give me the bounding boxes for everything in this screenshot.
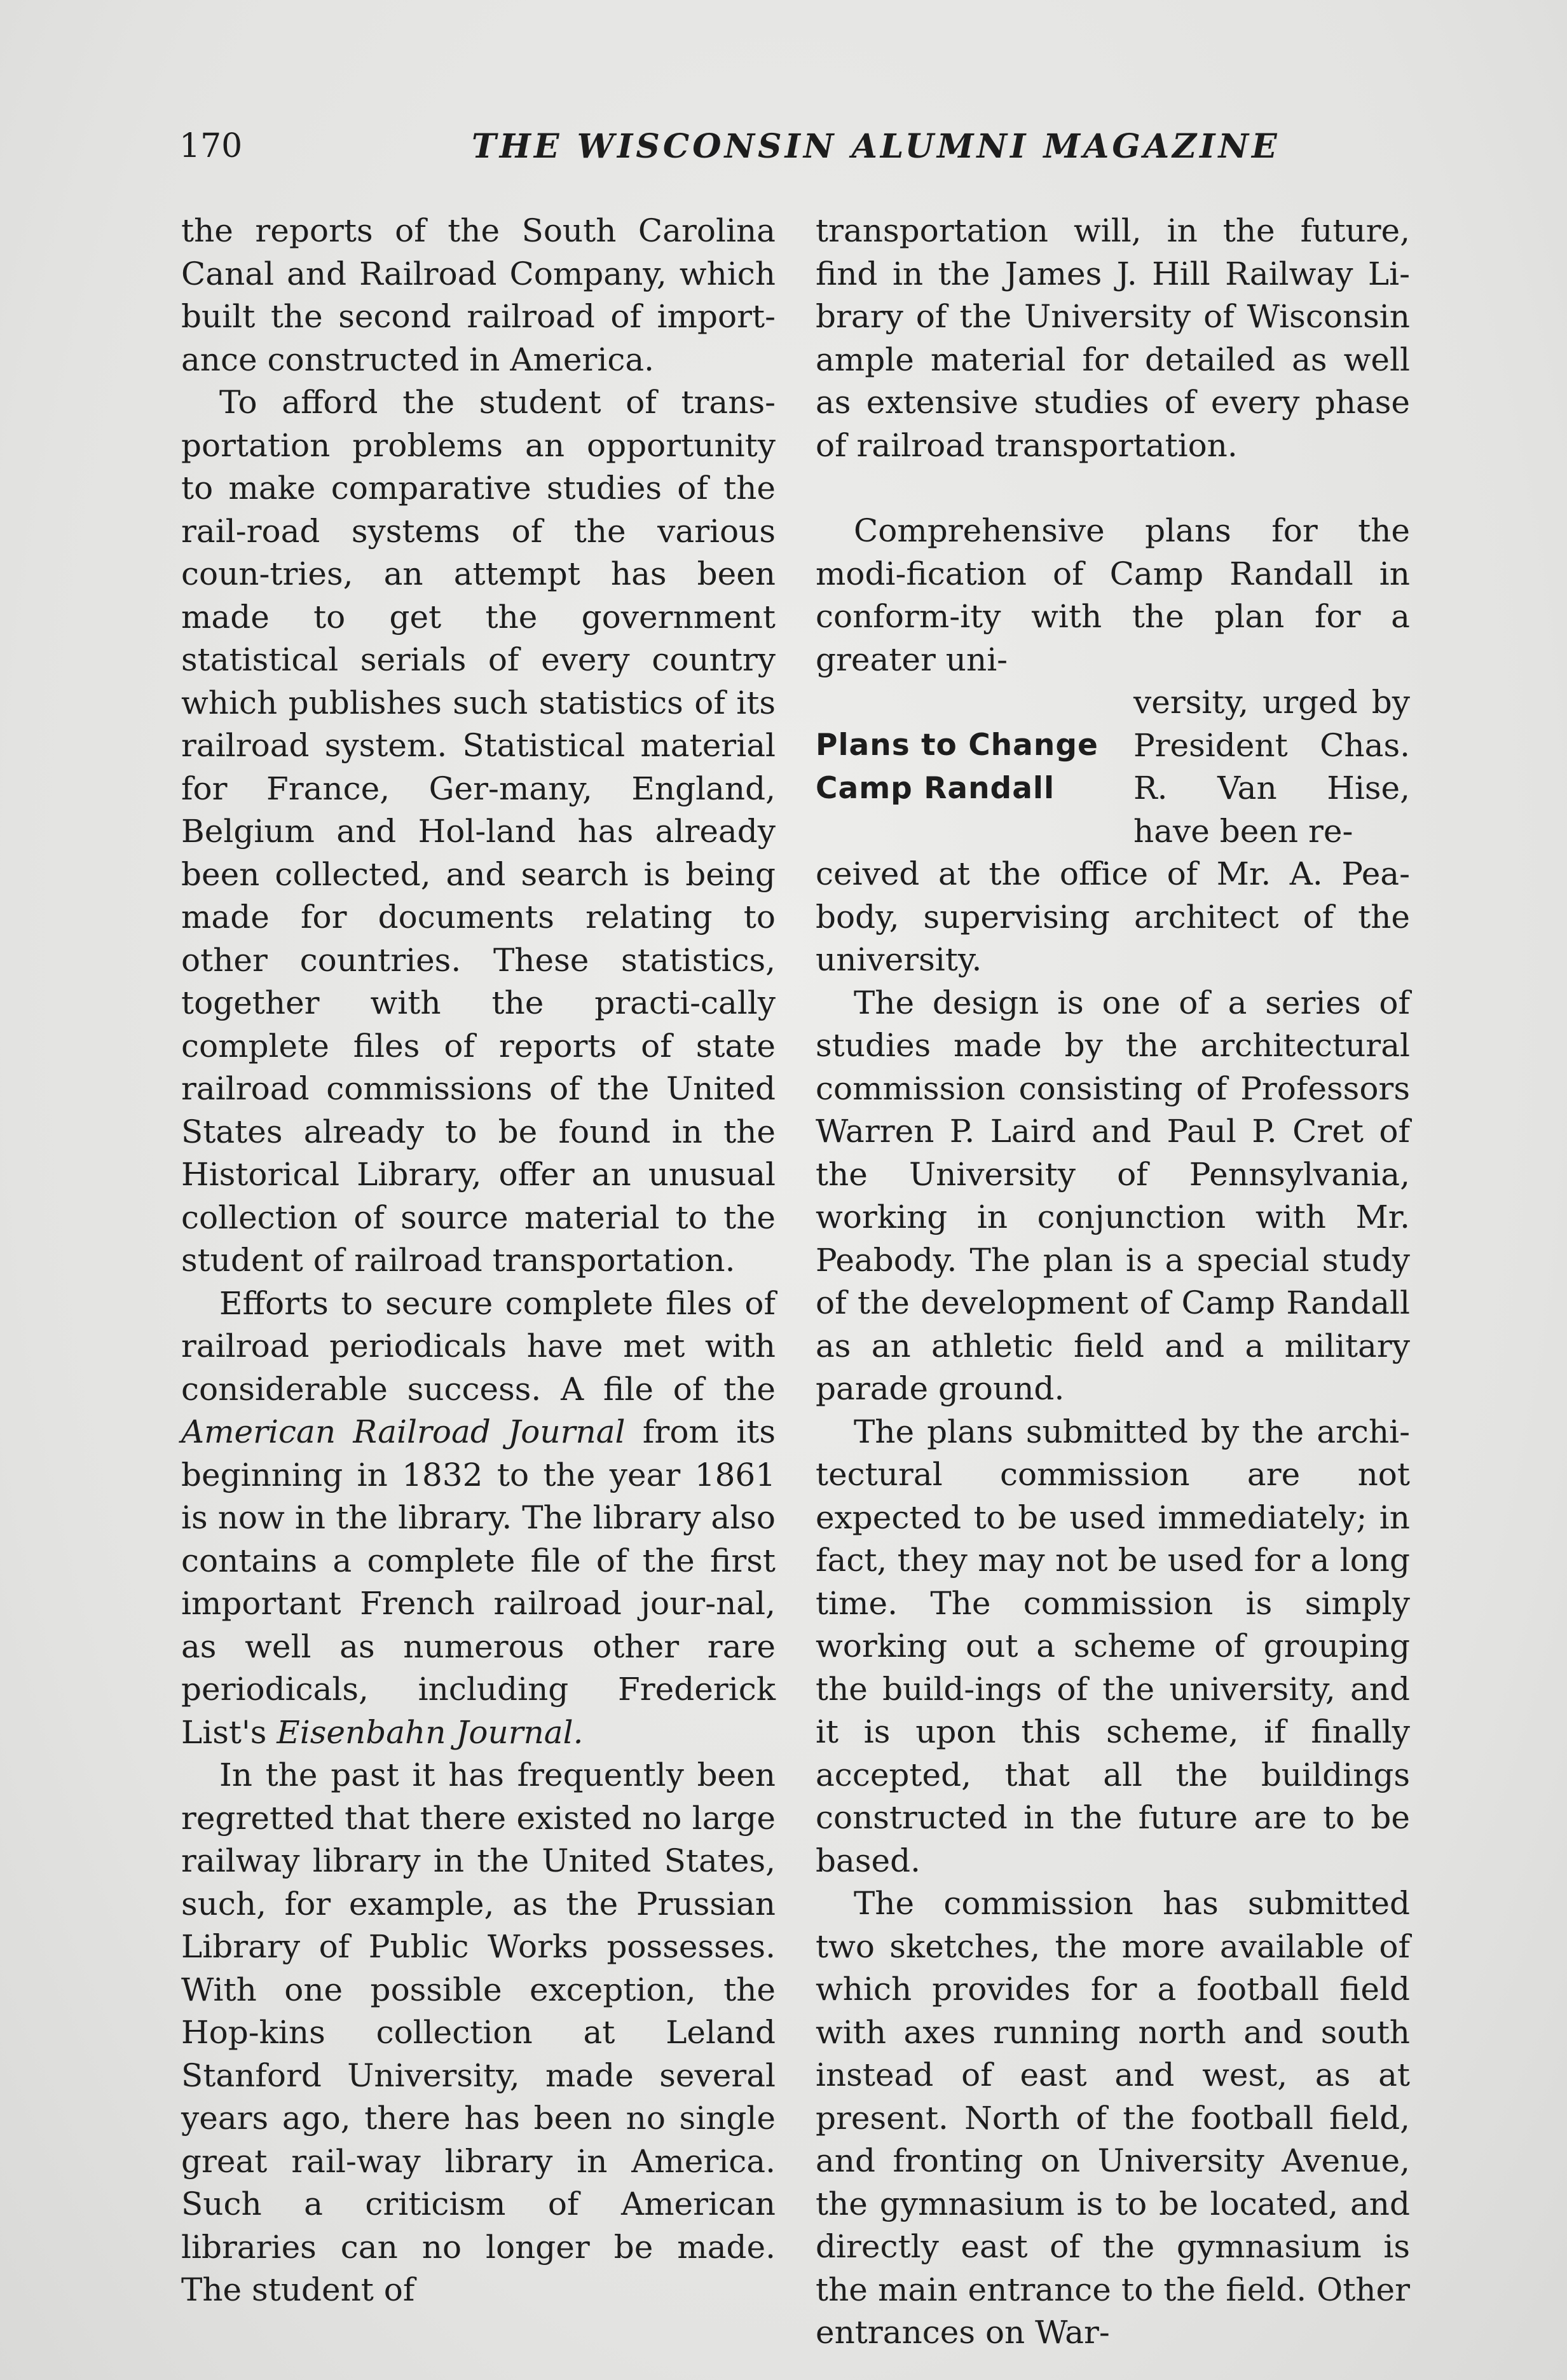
paragraph: the reports of the South Carolina Canal and Railroad Company, which built the second railroad of import-ance constructed in America. — [181, 212, 776, 378]
journal-title: American Railroad Journal — [181, 1413, 626, 1450]
section-sidehead — [816, 724, 1146, 810]
paragraph: The plans submitted by the archi-tectural commission are not expected to be used immediately; in fact, they may not be used for a long time. The commission is simply working out a scheme of grouping the build-ings of the university, and it is upon this scheme, if finally accepted, that all the buildings constructed in the future are to be based. — [816, 1413, 1410, 1879]
sidehead-block — [816, 681, 1410, 853]
paragraph: ceived at the office of Mr. A. Pea-body, supervising architect of the university. — [816, 855, 1410, 978]
paragraph: The design is one of a series of studies made by the architectural commission consisting of Professors Warren P. Laird and Paul P. Cret of the University of Pennsylvania, working in conjunction with Mr. Peabody. The plan is a special study of the development of Camp Randall as an athletic field and a military parade ground. — [816, 984, 1410, 1407]
sidehead-line: Camp Randall — [816, 770, 1055, 806]
paragraph-text: versity, urged by President Chas. R. Van Hise, have been re- — [1133, 684, 1410, 850]
paragraph: transportation will, in the future, find in the James J. Hill Railway Li-brary of the University of Wisconsin ample material for detailed as well as extensive studies of every phase of railroad transportation. — [816, 212, 1410, 464]
journal-title: Eisenbahn Journal. — [277, 1713, 584, 1751]
page-number: 170 — [179, 127, 243, 165]
section-gap — [816, 467, 1410, 510]
paragraph-text: Efforts to secure complete files of railroad periodicals have met with considerable success. A file of the — [181, 1284, 776, 1408]
paragraph: Comprehensive plans for the modi-fication of Camp Randall in conform-ity with the plan for a greater uni- — [816, 512, 1410, 678]
paragraph-text: from its beginning in 1832 to the year 1861 is now in the library. The library also contains a complete file of the first important French railroad jour-nal, as well as numerous other rare periodicals, including Frederick List's — [181, 1413, 776, 1751]
page-header — [179, 127, 1406, 178]
paragraph: To afford the student of trans-portation problems an opportunity to make comparative studies of the rail-road systems of the various coun-tries, an attempt has been made to get the government statistical serials of every country which publishes such statistics of its railroad system. Statistical material for France, Ger-many, England, Belgium and Hol-land has already been collected, and search is being made for documents relating to other countries. These statistics, together with the practi-cally complete files of reports of state railroad commissions of the United States already to be found in the Historical Library, offer an unusual collection of source material to the student of railroad transportation. — [181, 384, 776, 1279]
left-column — [181, 210, 776, 2312]
paragraph — [181, 1282, 776, 1755]
paragraph: The commission has submitted two sketches, the more available of which provides for a football field with axes running north and south instead of east and west, as at present. North of the football field, and fronting on University Avenue, the gymnasium is to be located, and directly east of the gymnasium is the main entrance to the field. Other entrances on War- — [816, 1885, 1410, 2351]
right-column — [816, 210, 1410, 2355]
sidehead-line: Plans to Change — [816, 728, 1098, 763]
paragraph: In the past it has frequently been regretted that there existed no large railway library in the United States, such, for example, as the Prussian Library of Public Works possesses. With one possible exception, the Hop-kins collection at Leland Stanford University, made several years ago, there has been no single great rail-way library in America. Such a criticism of American libraries can no longer be made. The student of — [181, 1757, 776, 2308]
sidehead-adjacent-text — [1133, 681, 1410, 853]
running-title: THE WISCONSIN ALUMNI MAGAZINE — [472, 127, 1280, 166]
